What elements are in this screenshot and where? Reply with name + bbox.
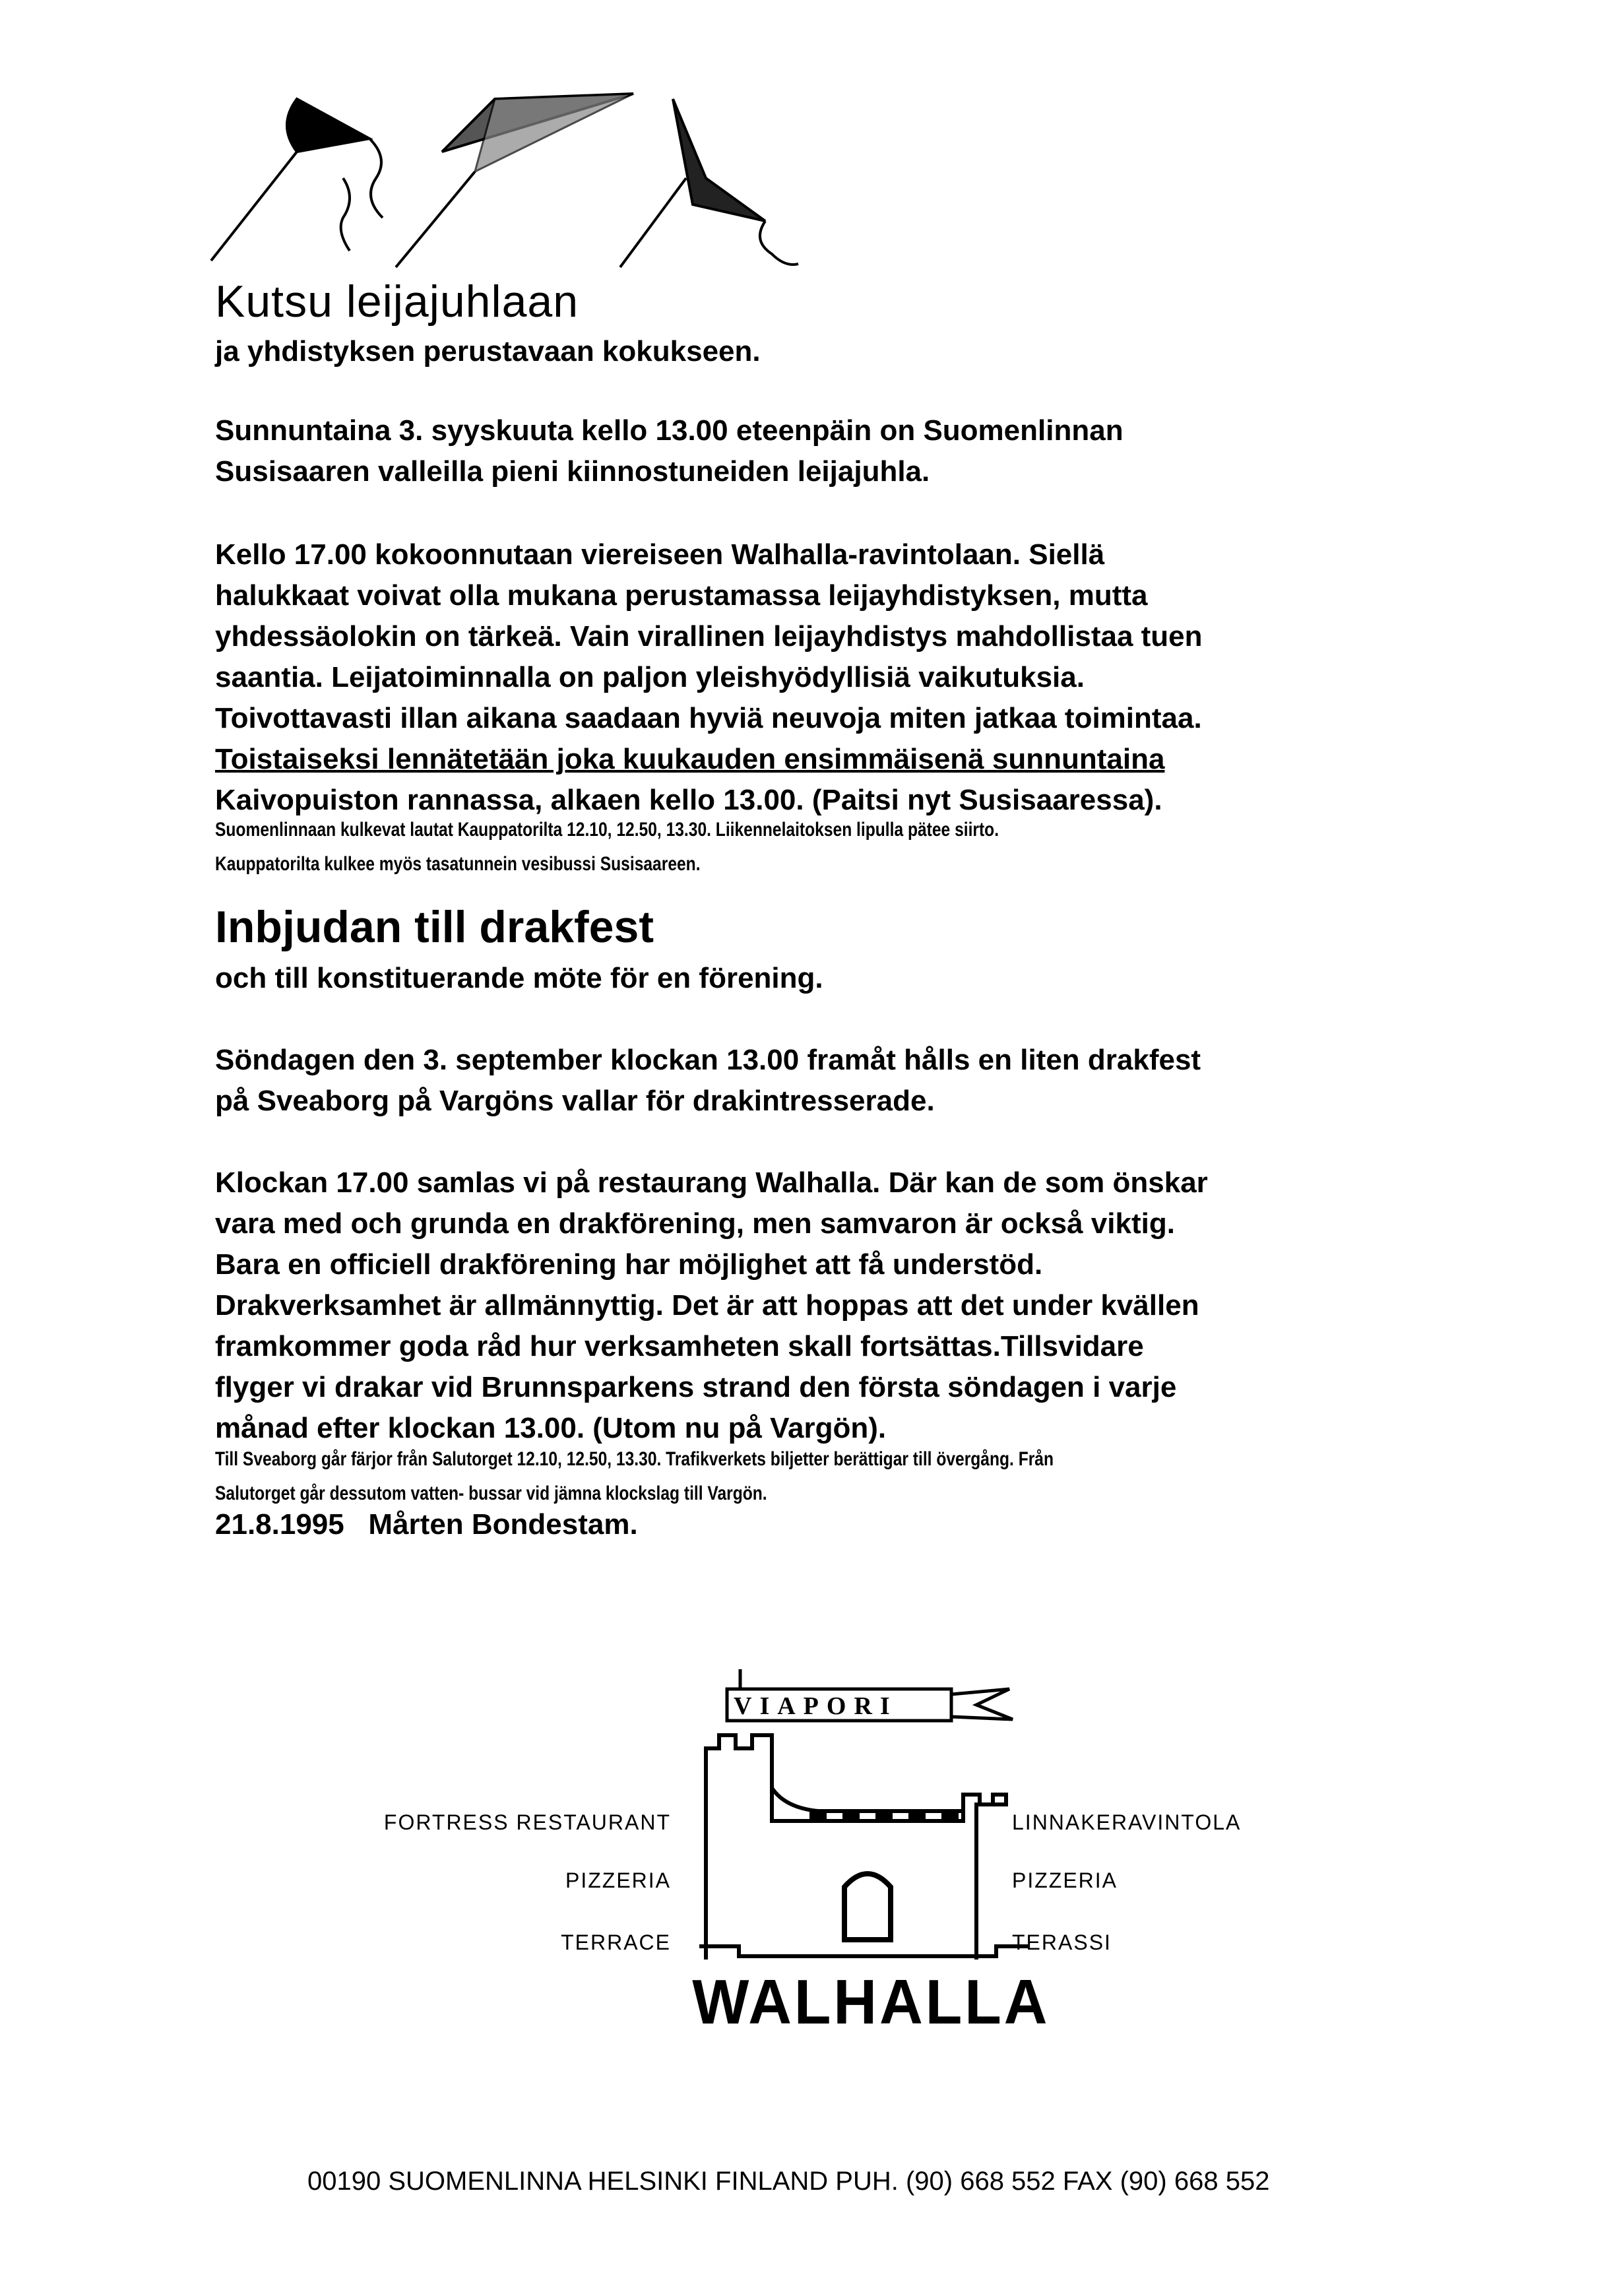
swedish-ferry-info [215,1442,1054,1511]
text-line: Kello 17.00 kokoonnutaan viereiseen Walhalla-ravintolaan. Siellä [215,538,1105,571]
logo-right-label: TERASSI [1012,1930,1112,1954]
text-line: Söndagen den 3. september klockan 13.00 framåt hålls en liten drakfest [215,1044,1201,1076]
text-line: Klockan 17.00 samlas vi på restaurang Walhalla. Där kan de som önskar [215,1166,1208,1199]
logo-right-label: LINNAKERAVINTOLA [1012,1810,1242,1834]
text-line: halukkaat voivat olla mukana perustamassa leijayhdistyksen, mutta [215,579,1148,612]
text-line: Kaivopuiston rannassa, alkaen kello 13.00. (Paitsi nyt Susisaaressa). [215,784,1162,816]
kites-illustration [198,79,844,284]
text-line: Sunnuntaina 3. syyskuuta kello 13.00 eteenpäin on Suomenlinnan [215,414,1124,447]
logo-right-label: PIZZERIA [1012,1868,1118,1892]
text-line: Till Sveaborg går färjor från Salutorget 12.10, 12.50, 13.30. Trafikverkets biljetter berättigar till övergång. Från [215,1448,1054,1470]
footer-address: 00190 SUOMENLINNA HELSINKI FINLAND PUH. (90) 668 552 FAX (90) 668 552 [307,2167,1270,2196]
text-line: saantia. Leijatoiminnalla on paljon yleishyödyllisiä vaikutuksia. [215,661,1085,693]
text-line: Drakverksamhet är allmännyttig. Det är att hoppas att det under kvällen [215,1289,1199,1322]
logo-left-label: FORTRESS RESTAURANT [383,1810,671,1834]
text-line: Kauppatorilta kulkee myös tasatunnein vesibussi Susisaareen. [215,853,701,875]
text-line: Salutorget går dessutom vatten- bussar vid jämna klockslag till Vargön. [215,1483,767,1504]
text-line: framkommer goda råd hur verksamheten skall fortsättas.Tillsvidare [215,1330,1144,1362]
logo-left-label: TERRACE [561,1930,671,1954]
text-line: vara med och grunda en drakförening, men samvaron är också viktig. [215,1207,1175,1240]
signature: 21.8.1995 Mårten Bondestam. [215,1508,638,1541]
text-line: Suomenlinnaan kulkevat lautat Kauppatorilta 12.10, 12.50, 13.30. Liikennelaitoksen lipulla pätee siirto. [215,819,999,841]
kite-dark-icon [211,99,383,261]
kite-checkered-icon [396,94,633,267]
logo-left-label: PIZZERIA [565,1868,671,1892]
text-line: yhdessäolokin on tärkeä. Vain virallinen leijayhdistys mahdollistaa tuen [215,620,1203,653]
swedish-title: Inbjudan till drakfest [215,902,654,952]
swedish-paragraph-1 [215,1040,1201,1122]
finnish-ferry-info [215,813,999,881]
text-line: Susisaaren valleilla pieni kiinnostuneiden leijajuhla. [215,455,930,488]
text-line: Toivottavasti illan aikana saadaan hyviä neuvoja miten jatkaa toimintaa. [215,702,1202,734]
finnish-paragraph-1 [215,410,1124,492]
swedish-subtitle: och till konstituerande möte för en förening. [215,962,823,994]
text-line: månad efter klockan 13.00. (Utom nu på Vargön). [215,1412,887,1444]
finnish-subtitle: ja yhdistyksen perustavaan kokukseen. [215,335,761,367]
struck-text-line: Toistaiseksi lennätetään joka kuukauden ensimmäisenä sunnuntaina [215,743,1165,775]
walhalla-wordmark: WALHALLA [692,1967,1050,2037]
flag-text: VIAPORI [734,1692,898,1720]
text-line: flyger vi drakar vid Brunnsparkens strand den första söndagen i varje [215,1371,1177,1403]
kite-diamond-icon [620,99,798,267]
text-line: på Sveaborg på Vargöns vallar för drakintresserade. [215,1085,935,1117]
finnish-title: Kutsu leijajuhlaan [215,276,579,327]
finnish-paragraph-2 [215,534,1203,821]
swedish-paragraph-2 [215,1163,1208,1449]
text-line: Bara en officiell drakförening har möjlighet att få understöd. [215,1248,1043,1281]
